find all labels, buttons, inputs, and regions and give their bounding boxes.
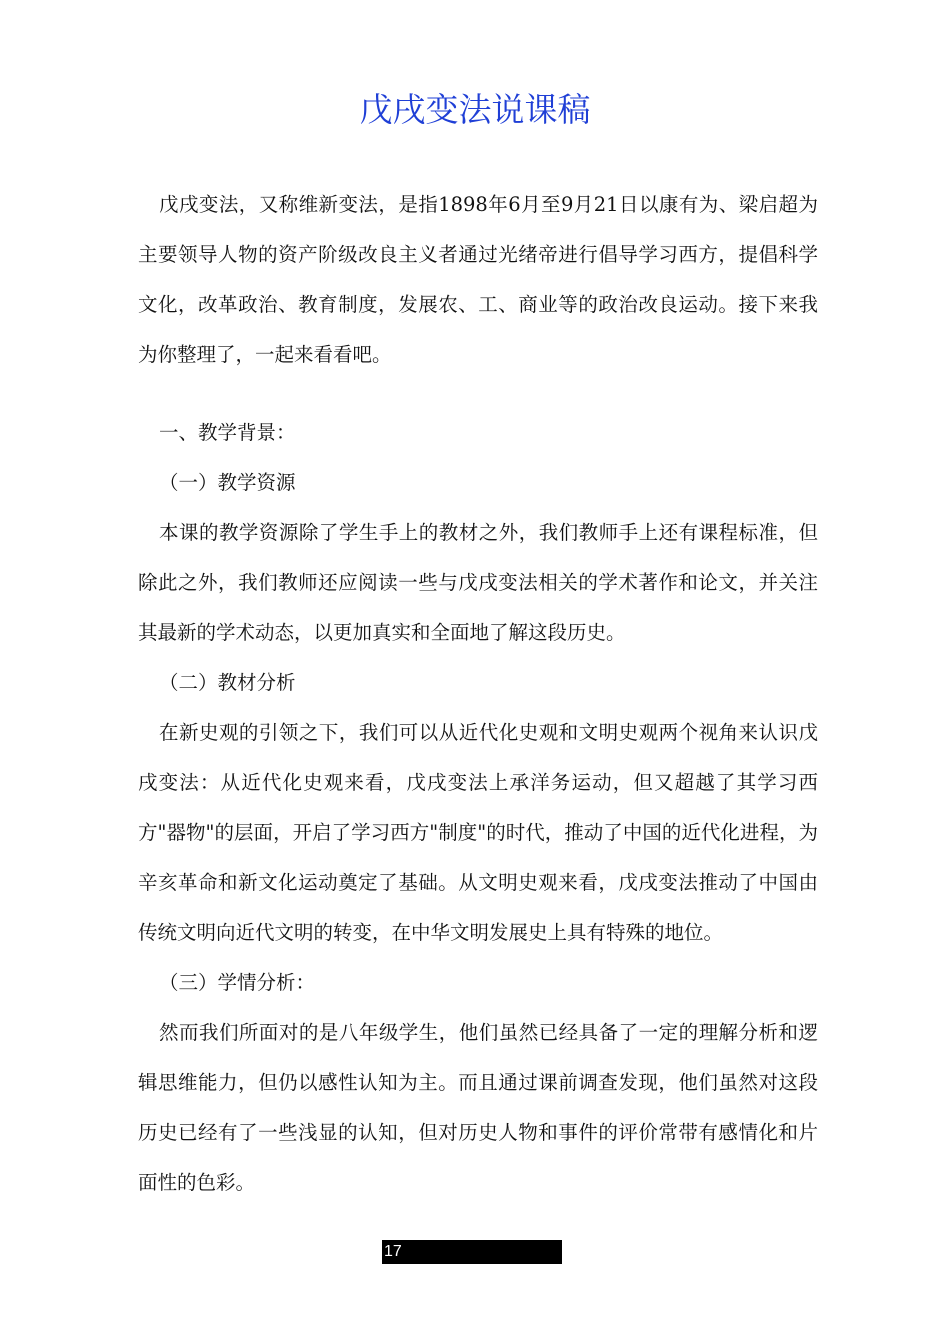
- textbook-analysis-paragraph: 在新史观的引领之下，我们可以从近代化史观和文明史观两个视角来认识戊戌变法：从近代化史观来看，戊戌变法上承洋务运动，但又超越了其学习西方"器物"的层面，开启了学习西方"制度"的时代，推动了中国的近代化进程，为辛亥革命和新文化运动奠定了基础。从文明史观来看，戊戌变法推动了中国由传统文明向近代文明的转变，在中华文明发展史上具有特殊的地位。: [138, 721, 818, 944]
- intro-paragraph: 戊戌变法，又称维新变法，是指1898年6月至9月21日以康有为、梁启超为主要领导人物的资产阶级改良主义者通过光绪帝进行倡导学习西方，提倡科学文化，改革政治、教育制度，发展农、工、商业等的政治改良运动。接下来我为你整理了，一起来看看吧。: [138, 193, 818, 366]
- teaching-resources-paragraph: 本课的教学资源除了学生手上的教材之外，我们教师手上还有课程标准，但除此之外，我们教师还应阅读一些与戊戌变法相关的学术著作和论文，并关注其最新的学术动态，以更加真实和全面地了解这段历史。: [138, 521, 818, 644]
- page-number-bar: [382, 1240, 562, 1264]
- student-analysis-paragraph: 然而我们所面对的是八年级学生，他们虽然已经具备了一定的理解分析和逻辑思维能力，但仍以感性认知为主。而且通过课前调查发现，他们虽然对这段历史已经有了一些浅显的认知，但对历史人物和事件的评价常带有感情化和片面性的色彩。: [138, 1021, 818, 1194]
- document-body: [138, 180, 818, 1208]
- document-title: 戊戌变法说课稿: [359, 90, 591, 129]
- subheading-teaching-resources: （一）教学资源: [159, 471, 296, 494]
- subheading-student-analysis: （三）学情分析：: [159, 971, 316, 994]
- page-number: 17: [384, 1243, 402, 1260]
- paragraph-gap: [138, 380, 818, 408]
- subheading-textbook-analysis: （二）教材分析: [159, 671, 296, 694]
- section-heading-teaching-background: 一、教学背景：: [159, 421, 296, 444]
